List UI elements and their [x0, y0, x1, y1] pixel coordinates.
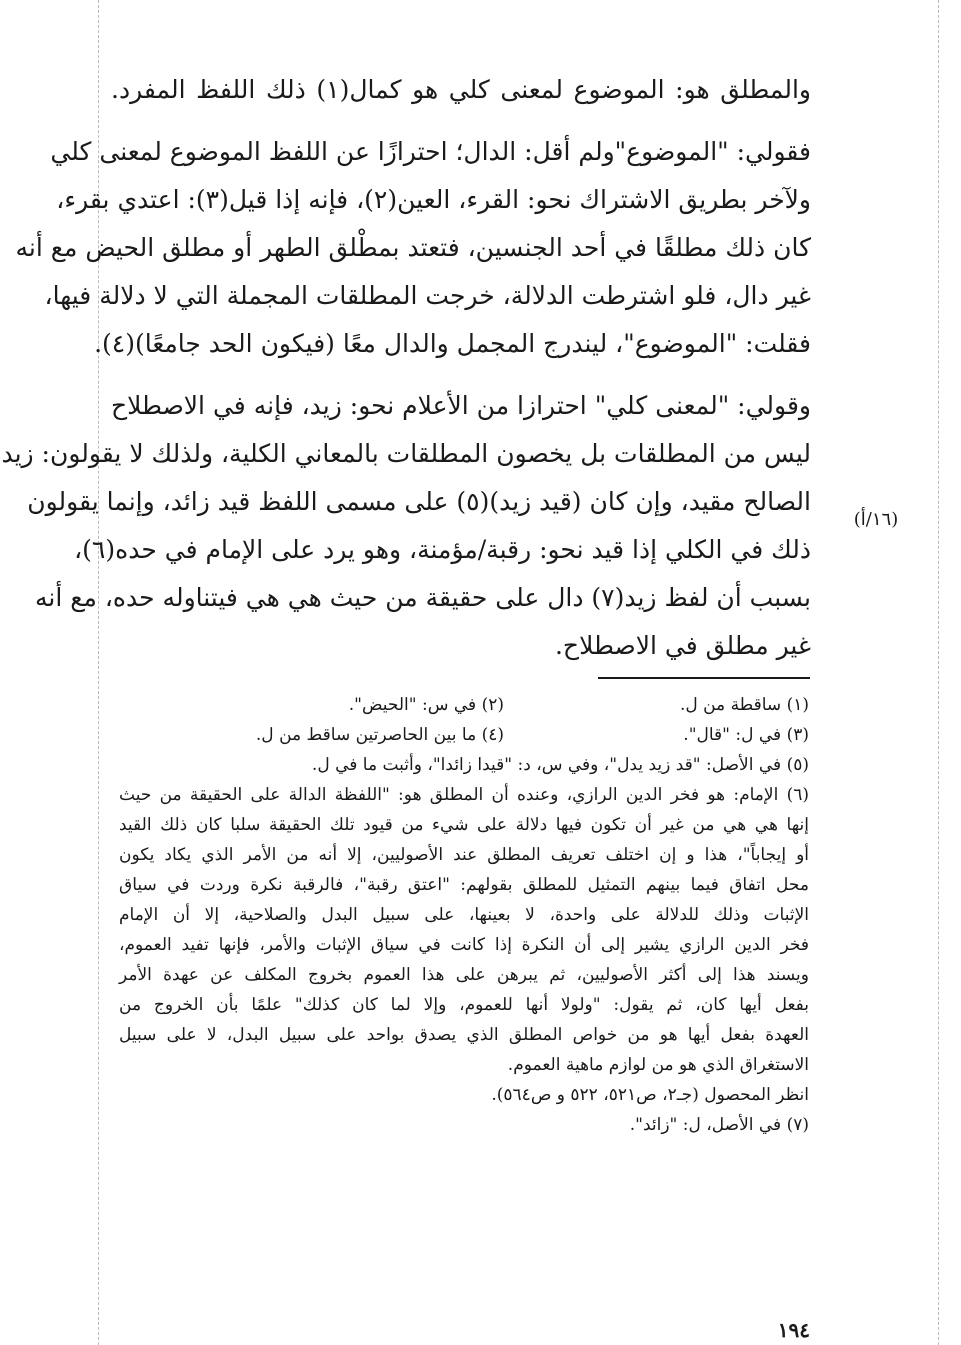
main-line: كان ذلك مطلقًا في أحد الجنسين، فتعتد بمطْلق الطهر أو مطلق الحيض مع أنه — [15, 233, 811, 262]
footnote-separator — [598, 677, 810, 679]
footnote-6-line: (٦) الإمام: هو فخر الدين الرازي، وعنده أن المطلق هو: "اللفظة الدالة على الحقيقة من حيث — [119, 785, 809, 805]
footnote-4: (٤) ما بين الحاصرتين ساقط من ل. — [255, 725, 504, 745]
footnote-6-line: إنها هي هي من غير أن تكون فيها دلالة على شيء من قيود تلك الحقيقة سلبا كان ذلك القيد — [119, 815, 809, 835]
footnotes — [119, 690, 809, 1140]
main-line: ليس من المطلقات بل يخصون المطلقات بالمعاني الكلية، ولذلك لا يقولون: زيد — [1, 439, 811, 468]
page-number: ١٩٤ — [777, 1318, 810, 1342]
manuscript-folio-note: (١٦/أ) — [853, 509, 899, 530]
main-line: بسبب أن لفظ زيد(٧) دال على حقيقة من حيث هي هي فيتناوله حده، مع أنه — [34, 583, 811, 612]
footnote-6-line: فخر الدين الرازي يشير إلى أن النكرة إذا كانت في سياق الإثبات والأمر، فإنها تفيد العموم، — [119, 935, 809, 955]
main-line: غير مطلق في الاصطلاح. — [554, 631, 811, 660]
footnote-6-line: الإثبات وذلك للدلالة على واحدة، لا بعينها، على سبيل البدل والصلاحية، إلا أن الإمام — [119, 905, 809, 925]
footnote-row — [119, 720, 809, 750]
footnote-5: (٥) في الأصل: "قد زيد يدل"، وفي س، د: "قيدا زائدا"، وأثبت ما في ل. — [311, 755, 809, 775]
footnote-6-line: انظر المحصول (جـ٢، ص٥٢١، ٥٢٢ و ص٥٦٤). — [491, 1085, 809, 1105]
main-text — [1, 66, 811, 670]
footnote-1: (١) ساقطة من ل. — [679, 695, 809, 715]
main-line: وقولي: "لمعنى كلي" احترازا من الأعلام نحو: زيد، فإنه في الاصطلاح — [111, 391, 811, 420]
main-line: والمطلق هو: الموضوع لمعنى كلي هو كمال(١) ذلك اللفظ المفرد. — [111, 75, 811, 104]
main-line: ذلك في الكلي إذا قيد نحو: رقبة/مؤمنة، وهو يرد على الإمام في حده(٦)، — [74, 535, 811, 564]
footnote-6-line: الاستغراق الذي هو من لوازم ماهية العموم. — [507, 1055, 809, 1075]
main-line: فقولي: "الموضوع"ولم أقل: الدال؛ احترازًا عن اللفظ الموضوع لمعنى كلي — [50, 137, 811, 166]
footnote-6-line: بفعل أيها كان، ثم يقول: "ولولا أنها للعموم، وإلا لما كان كذلك" علمًا بأن الخروج من — [119, 995, 809, 1015]
main-line: الصالح مقيد، وإن كان (قيد زيد)(٥) على مسمى اللفظ قيد زائد، وإنما يقولون — [27, 487, 811, 516]
main-line: ولآخر بطريق الاشتراك نحو: القرء، العين(٢)، فإنه إذا قيل(٣): اعتدي بقرء، — [56, 185, 811, 214]
footnote-6-line: أو إيجاباً"، هذا و إن اختلف تعريف المطلق عند الأصوليين، إلا أنه من الأمر الذي يكاد يكون — [119, 845, 809, 865]
footnote-6-line: العهدة بفعل أيها هو من خواص المطلق الذي يصدق بواحد على سبيل البدل، لا على سبيل — [119, 1025, 809, 1045]
footnote-7: (٧) في الأصل، ل: "زائد". — [629, 1115, 809, 1135]
footnote-6-line: محل اتفاق فيما بينهم التمثيل للمطلق بقولهم: "اعتق رقبة"، فالرقبة نكرة وردت في سياق — [119, 875, 809, 895]
footnote-row — [119, 690, 809, 720]
footnote-6-line: ويسند هذا إلى أكثر الأصوليين، ثم يبرهن على هذا العموم بخروج المكلف عن عهدة الأمر — [119, 965, 809, 985]
footnote-2: (٢) في س: "الحيض". — [348, 695, 504, 715]
main-line: فقلت: "الموضوع"، ليندرج المجمل والدال معًا (فيكون الحد جامعًا)(٤). — [94, 329, 811, 358]
main-line: غير دال، فلو اشترطت الدلالة، خرجت المطلقات المجملة التي لا دلالة فيها، — [44, 281, 811, 310]
scan-edge-right — [938, 0, 939, 1345]
footnote-3: (٣) في ل: "قال". — [683, 725, 809, 745]
